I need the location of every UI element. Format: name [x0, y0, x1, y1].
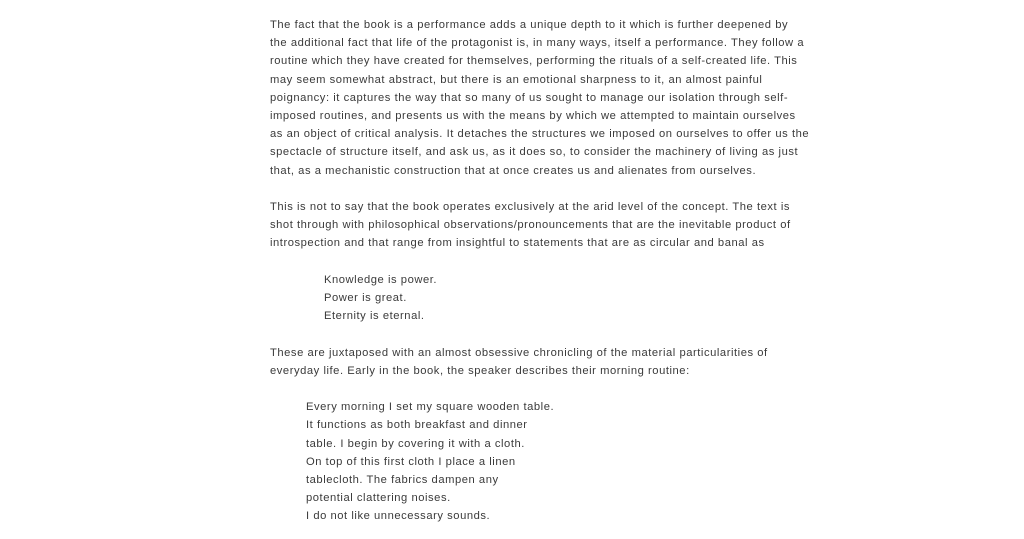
quote-line: Power is great. [324, 292, 407, 305]
text-line: as an object of critical analysis. It detaches the structures we imposed on ourselves to offer us the [270, 128, 810, 141]
quote-line: Knowledge is power. [324, 273, 438, 286]
quote-line: It functions as both breakfast and dinner [306, 419, 528, 432]
quote-line: potential clattering noises. [306, 492, 451, 505]
text-line: introspection and that range from insightful to statements that are as circular and banal as [270, 237, 765, 250]
text-line: spectacle of structure itself, and ask us, as it does so, to consider the machinery of living as just [270, 146, 799, 159]
text-line: imposed routines, and presents us with the means by which we attempted to maintain ourselves [270, 110, 796, 123]
text-line: may seem somewhat abstract, but there is an emotional sharpness to it, an almost painful [270, 73, 763, 86]
quote-line: tablecloth. The fabrics dampen any [306, 474, 499, 487]
text-line: poignancy: it captures the way that so many of us sought to manage our isolation through self- [270, 91, 789, 104]
quote-morning-routine [306, 398, 810, 525]
quote-line: Every morning I set my square wooden table. [306, 401, 555, 414]
text-line: This is not to say that the book operates exclusively at the arid level of the concept. The text is [270, 201, 791, 214]
paragraph-concept [270, 198, 810, 253]
text-line: that, as a mechanistic construction that at once creates us and alienates from ourselves. [270, 164, 757, 177]
quote-line: On top of this first cloth I place a linen [306, 455, 516, 468]
text-line: everyday life. Early in the book, the speaker describes their morning routine: [270, 364, 690, 377]
quote-knowledge [324, 271, 810, 326]
quote-line: Eternity is eternal. [324, 310, 425, 323]
article-body [270, 16, 810, 526]
paragraph-juxtaposed [270, 344, 810, 380]
text-line: These are juxtaposed with an almost obsessive chronicling of the material particularities of [270, 346, 768, 359]
text-line: shot through with philosophical observations/pronouncements that are the inevitable product of [270, 219, 791, 232]
text-line: The fact that the book is a performance adds a unique depth to it which is further deepened by [270, 19, 789, 31]
quote-line: I do not like unnecessary sounds. [306, 510, 491, 523]
text-line: routine which they have created for themselves, performing the rituals of a self-created life. This [270, 55, 798, 68]
quote-line: table. I begin by covering it with a cloth. [306, 437, 525, 450]
paragraph-performance [270, 16, 810, 180]
text-line: the additional fact that life of the protagonist is, in many ways, itself a performance. They follow a [270, 37, 805, 50]
